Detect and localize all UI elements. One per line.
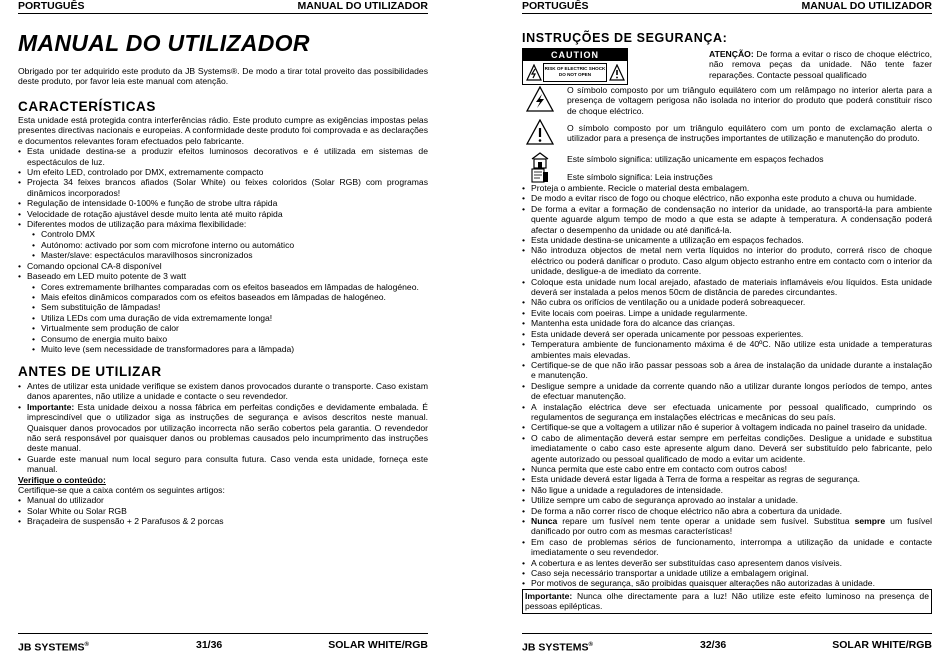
footer-registered-mark: ® [588, 642, 593, 648]
list-item: • Esta unidade destina-se a produzir efeitos luminosos decorativos e é utilizada em sistemas de espectáculos de luz. [18, 146, 428, 167]
list-item: • De forma a evitar a formação de condensação no interior da unidade, ao transportá-la para ambiente quente aguarde algum tempo de modo a que esta se adapte à temperatura. A condensação poderá afectar o desempenho da unidade ou até danificá-la. [522, 204, 932, 235]
list-item: • Certifique-se de que não irão passar pessoas sob a área de instalação da unidade durante a instalação e manutenção. [522, 360, 932, 381]
footer-page-number: 32/36 [700, 639, 727, 651]
footer-registered-mark: ® [84, 642, 89, 648]
important-label: Importante: [525, 590, 573, 601]
important-label: Importante: [27, 401, 75, 412]
list-item: • Esta unidade destina-se unicamente a utilização em espaços fechados. [522, 235, 932, 245]
list-item: • Muito leve (sem necessidade de transformadores para a lâmpada) [18, 344, 428, 354]
list-item: • Master/slave: espectáculos maravilhosos sincronizados [18, 250, 428, 260]
caution-line-1: RISK OF ELECTRIC SHOCK [544, 66, 606, 71]
footer-brand: JB SYSTEMS [522, 641, 589, 654]
verify-text: Certifique-se que a caixa contém os seguintes artigos: [18, 485, 225, 496]
exclamation-symbol-text: O símbolo composto por um triângulo equilátero com um ponto de exclamação alerta o utilizador para a presença de instruções importantes de utilização e manutenção do produto. [567, 123, 932, 144]
features-text: Esta unidade está protegida contra interferências rádio. Este produto cumpre as exigências impostas pelas presentes directivas nacionais e europeias. A conformidade deste produto foi comprovada e as declarações e documentos relevantes foram efectuados pelo fabricante. [18, 115, 428, 146]
list-item: • Comando opcional CA-8 disponível [18, 261, 428, 271]
footer-product: SOLAR WHITE/RGB [832, 639, 932, 651]
important-notice [522, 589, 932, 614]
page-header [18, 0, 428, 14]
footer-page-number: 31/36 [196, 639, 223, 651]
list-item: • Nunca repare um fusível nem tente operar a unidade sem fusível. Substitua sempre um fusível danificado por outro com as mesmas características! [522, 516, 932, 537]
right-page [522, 0, 932, 654]
important-text: Esta unidade deixou a nossa fábrica em perfeitas condições e devidamente embalada. É imprescindível que o utilizador siga as instruções de segurança e avisos descritos neste manual. Quaisquer danos provocados por utilização incorrecta não serão cobertos pela garantia. O revendedor não será responsável por quaisquer danos ou problemas causados pelo incumprimento das instruções deste manual. [27, 401, 428, 454]
list-item: • Caso seja necessário transportar a unidade utilize a embalagem original. [522, 568, 932, 578]
before-use-section [18, 381, 428, 527]
list-item: • Nunca permita que este cabo entre em contacto com outros cabos! [522, 464, 932, 474]
before-use-heading: ANTES DE UTILIZAR [18, 364, 162, 379]
list-item: • Velocidade de rotação ajustável desde muito lenta até muito rápida [18, 209, 428, 219]
features-list [18, 146, 428, 229]
lightning-symbol-text: O símbolo composto por um triângulo equilátero com um relâmpago no interior alerta para a presença de voltagem perigosa não isolada no interior do produto que poderá constituir risco de choque eléctrico. [567, 85, 932, 116]
list-item: • Cores extremamente brilhantes comparadas com os efeitos baseados em lâmpadas de halogéneo. [18, 282, 428, 292]
footer-brand: JB SYSTEMS [18, 641, 85, 654]
list-item: • Proteja o ambiente. Recicle o material desta embalagem. [522, 183, 932, 193]
verify-title: Verifique o conteúdo: [18, 474, 106, 485]
page-footer [18, 633, 428, 654]
list-item: • Em caso de problemas sérios de funcionamento, interrompa a utilização da unidade e contacte imediatamente o seu revendedor. [522, 537, 932, 558]
list-item: • O cabo de alimentação deverá estar sempre em perfeitas condições. Desligue a unidade e substitua imediatamente o cabo caso este apresente algum dano. Deverá ser substituído pelo fabricante, pelo agente autorizado ou pessoal qualificado de modo a evitar um acidente. [522, 433, 932, 464]
features-list-2 [18, 261, 428, 282]
list-item: • Temperatura ambiente de funcionamento máxima é de 40ºC. Não utilize esta unidade a temperaturas ambientes mais elevadas. [522, 339, 932, 360]
safety-rules [522, 183, 932, 614]
list-item: • Mais efeitos dinâmicos comparados com os efeitos baseados em lâmpadas de halogéneo. [18, 292, 428, 302]
list-item: • Guarde este manual num local seguro para consulta futura. Caso venda esta unidade, forneça este manual. [18, 454, 428, 475]
list-item: • Manual do utilizador [18, 495, 428, 505]
caution-label-icon [522, 48, 628, 85]
list-item: • Utilize sempre um cabo de segurança aprovado ao instalar a unidade. [522, 495, 932, 505]
lightning-triangle-icon [526, 86, 554, 112]
read-symbol-text: Este símbolo significa: Leia instruções [567, 172, 713, 182]
indoor-symbol-text: Este símbolo significa: utilização unicamente em espaços fechados [567, 154, 824, 164]
header-title: MANUAL DO UTILIZADOR [801, 0, 932, 12]
list-item: • Controlo DMX [18, 229, 428, 239]
list-item: • De forma a não correr risco de choque eléctrico não abra a cobertura da unidade. [522, 506, 932, 516]
caution-title: CAUTION [523, 49, 627, 61]
list-item: • Não introduza objectos de metal nem verta líquidos no interior do produto, correrá risco de choque eléctrico ou poderá danificar o produto. Caso algum objecto estranho entre em contacto com o interior da unidade, desligue-a de imediato da corrente. [522, 245, 932, 276]
intro-text: Obrigado por ter adquirido este produto da JB Systems®. De modo a tirar total proveito das possibilidades deste produto, por favor leia este manual com atenção. [18, 66, 428, 87]
list-item: • Virtualmente sem produção de calor [18, 323, 428, 333]
header-language: PORTUGUÊS [522, 0, 589, 12]
header-title: MANUAL DO UTILIZADOR [297, 0, 428, 12]
list-item [18, 402, 428, 454]
page-header [522, 0, 932, 14]
list-item: • Evite locais com poeiras. Limpe a unidade regularmente. [522, 308, 932, 318]
read-instructions-icon [530, 167, 550, 183]
modes-list [18, 229, 428, 260]
list-item: • Por motivos de segurança, são proibidas quaisquer alterações não autorizadas à unidade. [522, 578, 932, 588]
lightning-triangle-icon [526, 64, 542, 81]
footer-product: SOLAR WHITE/RGB [328, 639, 428, 651]
list-item: • A cobertura e as lentes deverão ser substituídas caso apresentem danos visíveis. [522, 558, 932, 568]
list-item: • Regulação de intensidade 0-100% e função de strobe ultra rápida [18, 198, 428, 208]
features-heading: CARACTERÍSTICAS [18, 99, 157, 114]
list-item: • De modo a evitar risco de fogo ou choque eléctrico, não exponha este produto a chuva ou humidade. [522, 193, 932, 203]
page-footer [522, 633, 932, 654]
left-page [18, 0, 428, 654]
manual-title: MANUAL DO UTILIZADOR [18, 30, 310, 56]
list-item: • Um efeito LED, controlado por DMX, extremamente compacto [18, 167, 428, 177]
list-item: • Solar White ou Solar RGB [18, 506, 428, 516]
list-item: • Baseado em LED muito potente de 3 watt [18, 271, 428, 281]
list-item: • Utiliza LEDs com uma duração de vida extremamente longa! [18, 313, 428, 323]
safety-list [522, 183, 932, 589]
list-item: • Consumo de energia muito baixo [18, 334, 428, 344]
led-list [18, 282, 428, 355]
list-item: • Sem substituição de lâmpadas! [18, 302, 428, 312]
exclamation-triangle-icon [609, 64, 625, 81]
list-item: • A instalação eléctrica deve ser efectuada unicamente por pessoal qualificado, cumprindo os regulamentos de segurança em instalações eléctricas e mecânicas do seu país. [522, 402, 932, 423]
list-item: • Coloque esta unidade num local arejado, afastado de materiais inflamáveis e/ou líquidos. Esta unidade deverá ser instalada a pelos menos 50cm de distância de paredes circundantes. [522, 277, 932, 298]
list-item: • Autónomo: activado por som com microfone interno ou automático [18, 240, 428, 250]
caution-line-2: DO NOT OPEN [558, 72, 592, 77]
attention-text: ATENÇÃO: De forma a evitar o risco de choque eléctrico, não remova peças da unidade. Não tente fazer reparações. Contacte pessoal qualificado [709, 49, 932, 80]
list-item: • Mantenha esta unidade fora do alcance das crianças. [522, 318, 932, 328]
list-item: • Não cubra os orifícios de ventilação ou a unidade poderá sobreaquecer. [522, 297, 932, 307]
contents-list [18, 495, 428, 526]
list-item: • Esta unidade deverá estar ligada à Terra de forma a respeitar as regras de segurança. [522, 474, 932, 484]
list-item: • Antes de utilizar esta unidade verifique se existem danos provocados durante o transporte. Caso existam danos aparentes, não utilize a unidade e contacte o seu revendedor. [18, 381, 428, 402]
caution-warning-box [543, 63, 607, 82]
important-text: Nunca olhe directamente para a luz! Não utilize este efeito luminoso na presença de pessoas epilépticas. [525, 590, 929, 612]
list-item: • Esta unidade deverá ser operada unicamente por pessoas experientes. [522, 329, 932, 339]
list-item: • Braçadeira de suspensão + 2 Parafusos & 2 porcas [18, 516, 428, 526]
header-language: PORTUGUÊS [18, 0, 85, 12]
attention-label: ATENÇÃO: [709, 49, 754, 59]
list-item: • Não ligue a unidade a reguladores de intensidade. [522, 485, 932, 495]
features-section [18, 115, 428, 354]
exclamation-triangle-icon [526, 119, 554, 145]
safety-heading: INSTRUÇÕES DE SEGURANÇA: [522, 31, 728, 45]
list-item: • Diferentes modos de utilização para máxima flexibilidade: [18, 219, 428, 229]
list-item: • Certifique-se que a voltagem a utilizar não é superior à voltagem indicada no painel traseiro da unidade. [522, 422, 932, 432]
list-item: • Desligue sempre a unidade da corrente quando não a utilizar durante longos períodos de tempo, antes de efectuar manutenção. [522, 381, 932, 402]
list-item: • Projecta 34 feixes brancos afiados (Solar White) ou feixes coloridos (Solar RGB) com programas dinâmicos incorporados! [18, 177, 428, 198]
